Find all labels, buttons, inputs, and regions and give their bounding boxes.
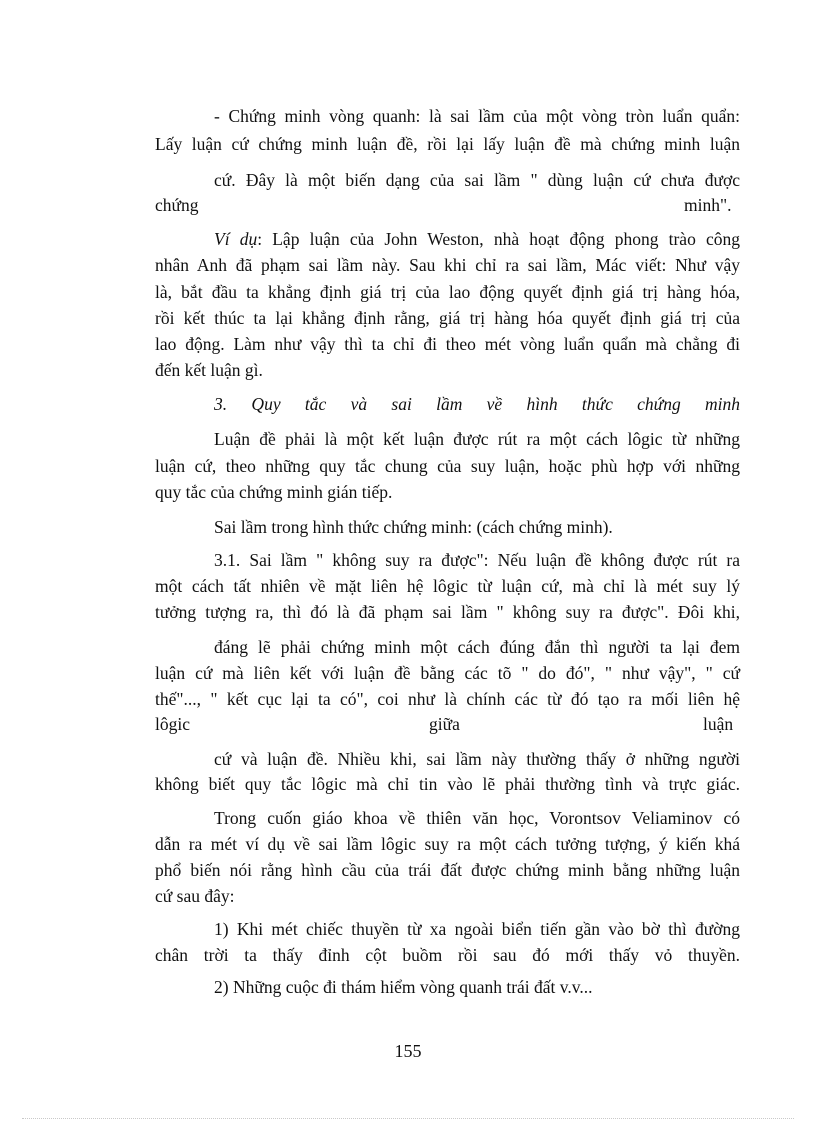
text-line: rồi kết thúc ta lại khẳng định rằng, giá trị hàng hóa quyết định giá trị của xyxy=(155,308,740,328)
page-number: 155 xyxy=(394,1041,422,1061)
text-line: cứ. Đây là một biến dạng của sai lầm " dùng luận cứ chưa được xyxy=(214,170,740,190)
example-paragraph-line xyxy=(214,228,740,250)
text-line: 1) Khi mét chiếc thuyền từ xa ngoài biển tiến gần vào bờ thì đường xyxy=(214,919,740,939)
text-line: lao động. Làm như vậy thì ta chỉ đi theo mét vòng luẩn quẩn mà chẳng đi xyxy=(155,334,740,354)
example-label: Ví dụ xyxy=(214,229,258,249)
text-line: 2) Những cuộc đi thám hiểm vòng quanh trái đất v.v... xyxy=(214,977,593,997)
text-line: là, bắt đầu ta khẳng định giá trị của lao động quyết định giá trị hàng hóa, xyxy=(155,282,740,302)
text-line: không biết quy tắc lôgic mà chỉ tin vào lẽ phải thường tình và trực giác. xyxy=(155,774,740,794)
text-line: chứng xyxy=(155,195,199,215)
text-line: Sai lầm trong hình thức chứng minh: (cách chứng minh). xyxy=(214,517,613,537)
text-line: cứ và luận đề. Nhiều khi, sai lầm này thường thấy ở những người xyxy=(214,749,740,769)
text-line: Lấy luận cứ chứng minh luận đề, rồi lại lấy luận đề mà chứng minh luận xyxy=(155,134,740,154)
page-bottom-divider xyxy=(22,1118,794,1119)
text-line: cứ sau đây: xyxy=(155,886,235,906)
text-line: tưởng tượng ra, thì đó là đã phạm sai lầm " không suy ra được". Đôi khi, xyxy=(155,602,740,622)
text-line: Trong cuốn giáo khoa về thiên văn học, Vorontsov Veliaminov có xyxy=(214,808,740,828)
text-line: một cách tất nhiên về mặt liên hệ lôgic từ luận cứ, mà chỉ là mét suy lý xyxy=(155,576,740,596)
text-line: nhân Anh đã phạm sai lầm này. Sau khi chỉ ra sai lầm, Mác viết: Như vậy xyxy=(155,255,740,275)
text-line: minh". xyxy=(684,195,732,215)
section-heading: 3. Quy tắc và sai lầm về hình thức chứng minh xyxy=(214,394,740,414)
text-line: luận cứ, theo những quy tắc chung của suy luận, hoặc phù hợp với những xyxy=(155,456,740,476)
text-line: luận xyxy=(703,714,734,734)
text-line: 3.1. Sai lầm " không suy ra được": Nếu luận đề không được rút ra xyxy=(214,550,740,570)
text-line: đến kết luận gì. xyxy=(155,360,263,380)
text-line: quy tắc của chứng minh gián tiếp. xyxy=(155,482,393,502)
text-line: thế"..., " kết cục lại ta có", coi như là chính các từ đó tạo ra mối liên hệ xyxy=(155,689,740,709)
text-line: giữa xyxy=(429,714,460,734)
text-line: dẫn ra mét ví dụ về sai lầm lôgic suy ra một cách tưởng tượng, ý kiến khá xyxy=(155,834,740,854)
text-line: đáng lẽ phải chứng minh một cách đúng đắn thì người ta lại đem xyxy=(214,637,740,657)
text-line: - Chứng minh vòng quanh: là sai lầm của một vòng tròn luẩn quẩn: xyxy=(214,106,740,126)
text-line: chân trời ta thấy đỉnh cột buồm rồi sau đó mới thấy vỏ thuyền. xyxy=(155,945,740,965)
text-line: Luận đề phải là một kết luận được rút ra một cách lôgic từ những xyxy=(214,429,740,449)
example-text: : Lập luận của John Weston, nhà hoạt động phong trào công xyxy=(257,229,740,249)
text-line: luận cứ mà liên kết với luận đề bằng các tõ " do đó", " như vậy", " cứ xyxy=(155,663,740,683)
text-line: lôgic xyxy=(155,714,190,734)
text-line: phổ biến nói rằng hình cầu của trái đất được chứng minh bằng những luận xyxy=(155,860,740,880)
